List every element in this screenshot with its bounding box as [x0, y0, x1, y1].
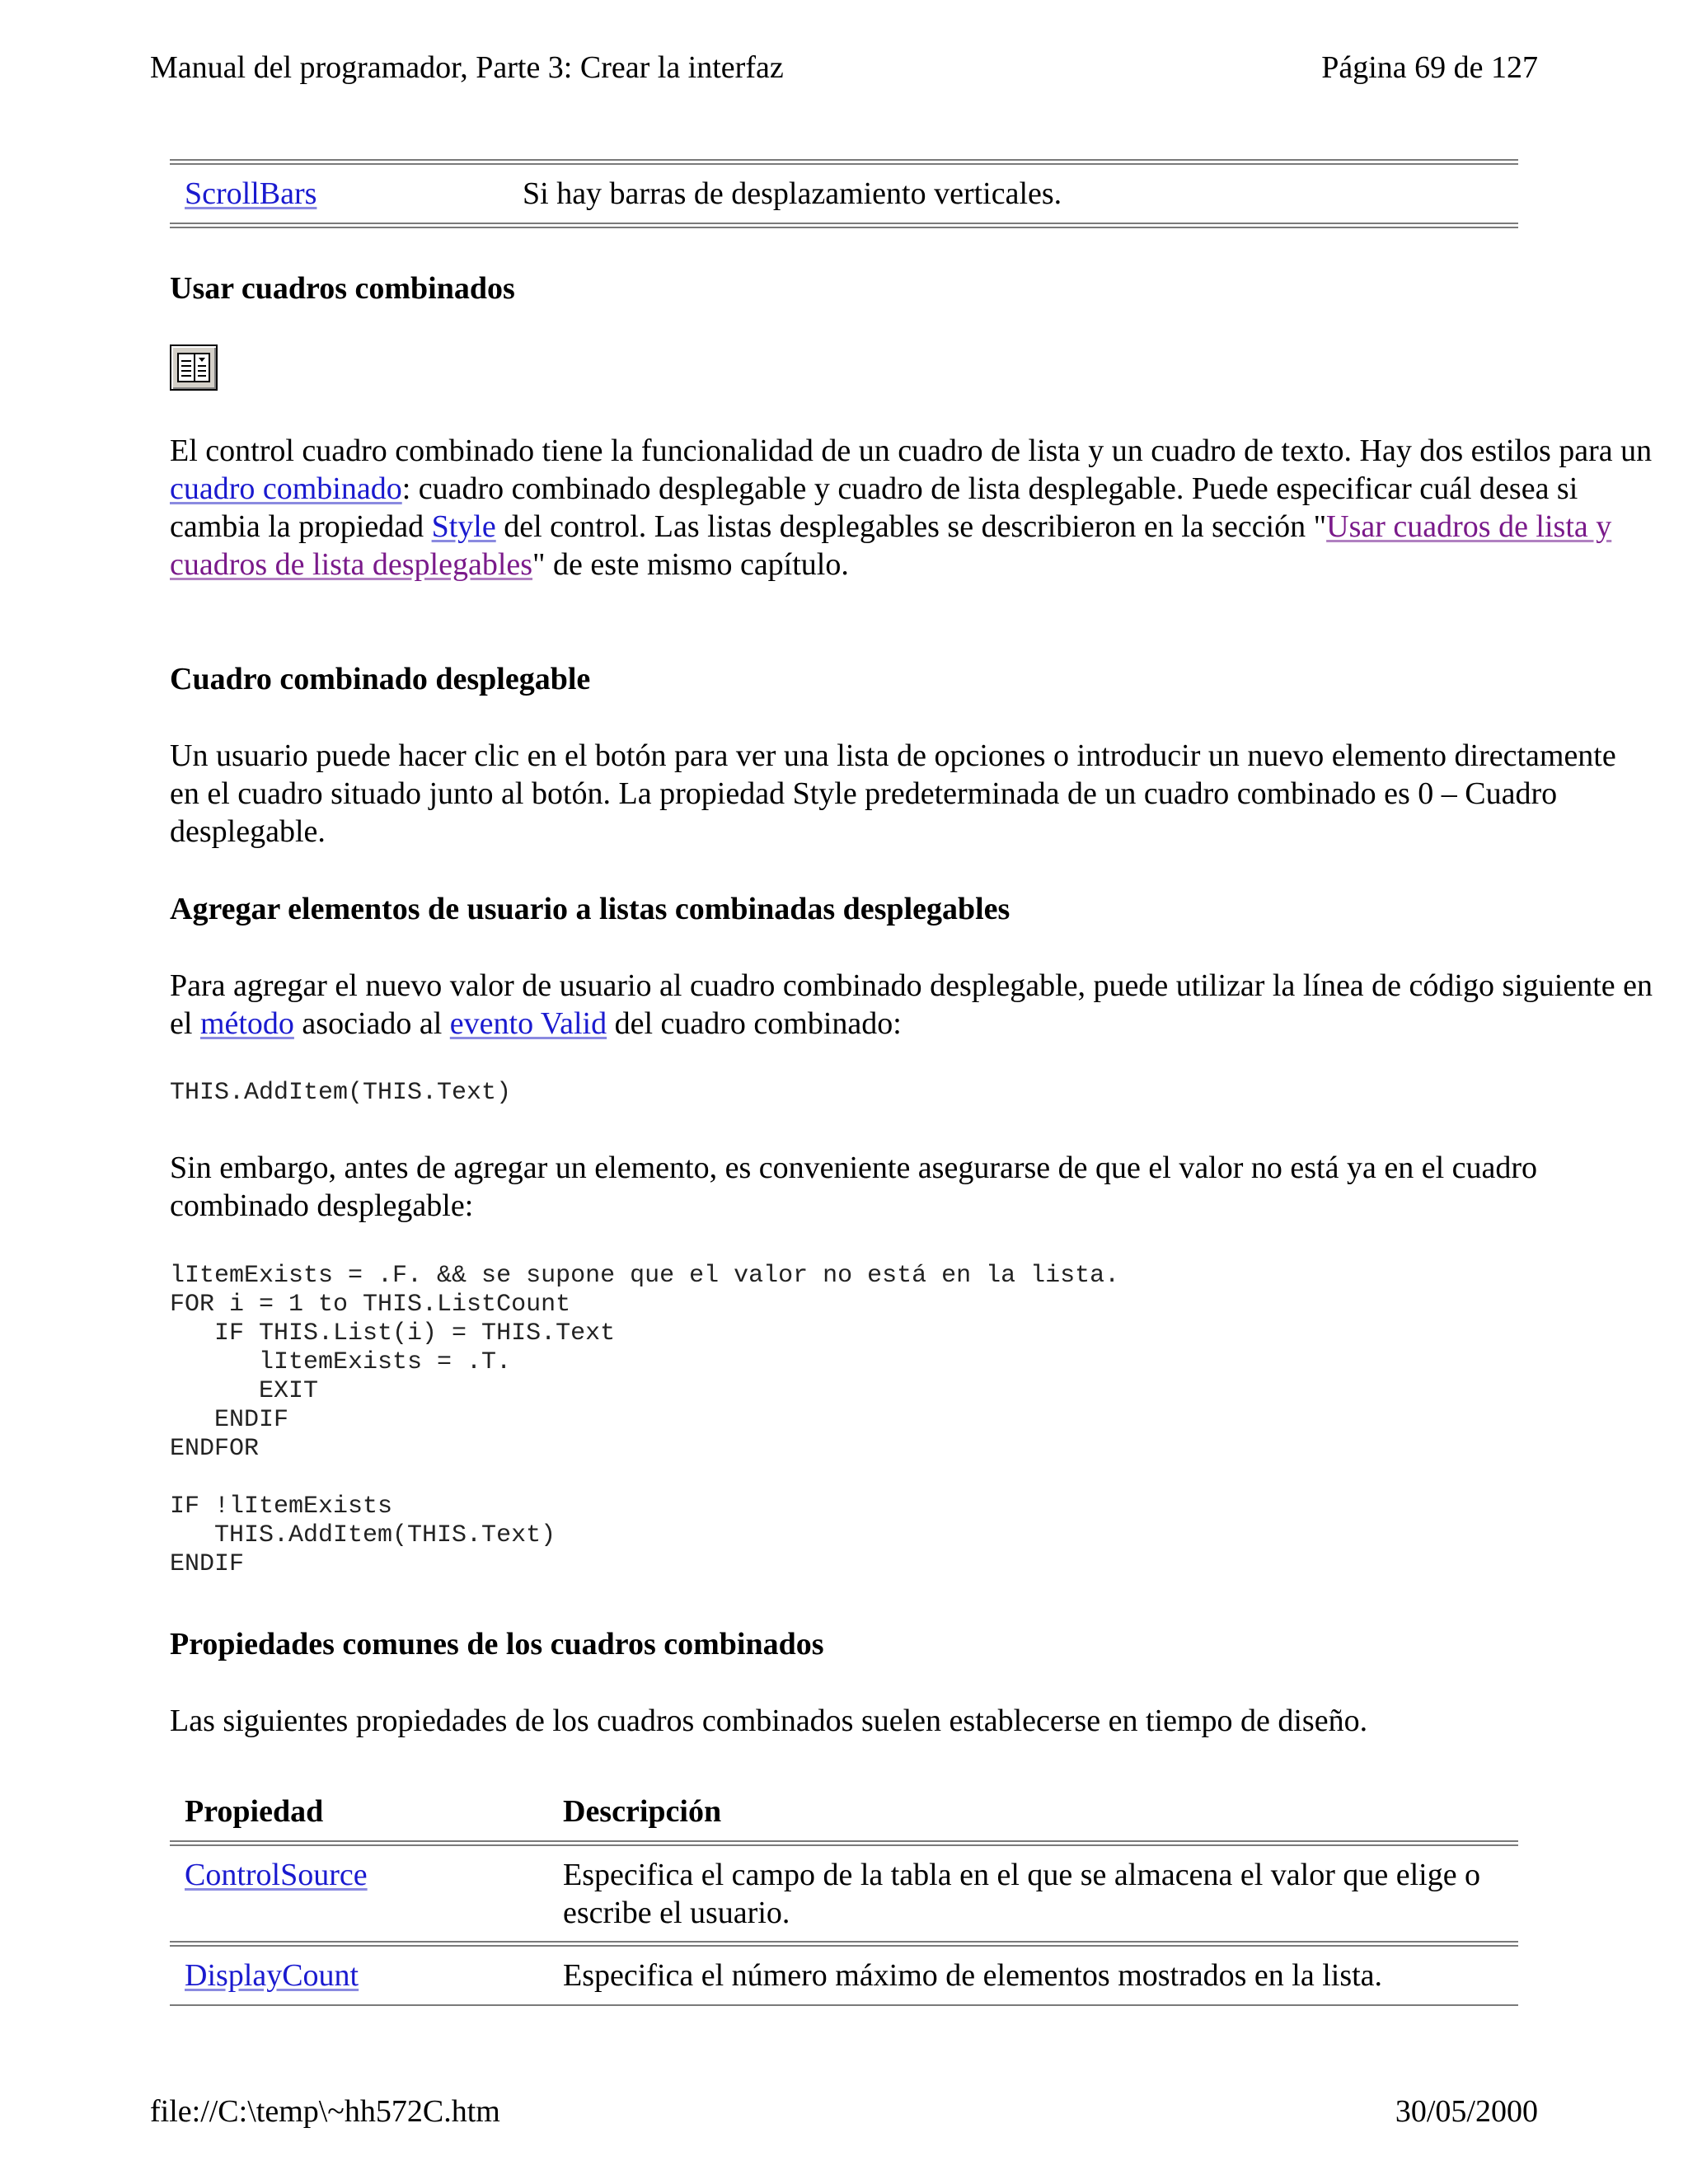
table-bottom-rule	[170, 223, 1518, 228]
code-snippet-check-exists: lItemExists = .F. && se supone que el valor no está en la lista. FOR i = 1 to THIS.ListCount IF THIS.List(i) = THIS.Text lItemExists = .T. EXIT ENDIF ENDFOR IF !lItemExists THIS.AddItem(THIS.Text) ENDIF	[170, 1262, 1120, 1578]
table-bottom-rule-2	[170, 2004, 1518, 2006]
section-heading-propiedades-comunes: Propiedades comunes de los cuadros combinados	[170, 1627, 824, 1661]
code-snippet-additem: THIS.AddItem(THIS.Text)	[170, 1079, 512, 1107]
table-header-descripcion: Descripción	[563, 1794, 722, 1829]
section-heading-usar-cuadros-combinados: Usar cuadros combinados	[170, 271, 515, 306]
dropdown-combo-paragraph: Un usuario puede hacer clic en el botón para ver una lista de opciones o introducir un nuevo elemento directamente en el cuadro situado junto al botón. La propiedad Style predeterminada de un cuadro combinado es 0 – Cuadro desplegable.	[170, 738, 1616, 849]
link-cuadro-combinado[interactable]: cuadro combinado	[170, 471, 402, 506]
link-metodo[interactable]: método	[199, 1006, 294, 1041]
table-row-controlsource-description: Especifica el campo de la tabla en el que se almacena el valor que elige o escribe el usuario.	[563, 1858, 1481, 1930]
page-number: Página 69 de 127	[1321, 50, 1538, 85]
table-row-displaycount-description: Especifica el número máximo de elementos mostrados en la lista.	[563, 1958, 1383, 1993]
link-style[interactable]: Style	[431, 509, 496, 544]
table-top-rule	[170, 159, 1518, 165]
table-header-propiedad: Propiedad	[185, 1794, 324, 1829]
section-heading-agregar-elementos: Agregar elementos de usuario a listas combinadas desplegables	[170, 892, 1010, 926]
table-row-displaycount-property[interactable]: DisplayCount	[185, 1958, 359, 1993]
intro-paragraph: El control cuadro combinado tiene la funcionalidad de un cuadro de lista y un cuadro de texto. Hay dos estilos para un cuadro combinado: cuadro combinado desplegable y cuadro de lista desplegable. Puede especificar cuál desea si cambia la propiedad Style del control. Las listas desplegables se describieron en la sección "Usar cuadros de lista y cuadros de lista desplegables" de este mismo capítulo.	[170, 434, 1653, 582]
table-row-property-link[interactable]: ScrollBars	[185, 176, 317, 211]
table-row-description: Si hay barras de desplazamiento verticales.	[523, 176, 1062, 211]
section-heading-cuadro-combinado-desplegable: Cuadro combinado desplegable	[170, 662, 591, 696]
link-evento-valid[interactable]: evento Valid	[449, 1006, 607, 1041]
combo-box-icon	[170, 344, 218, 391]
link-usar-cuadros-de-lista[interactable]: Usar cuadros de lista y cuadros de lista desplegables	[170, 509, 1612, 582]
check-existing-paragraph: Sin embargo, antes de agregar un elemento, es conveniente asegurarse de que el valor no está ya en el cuadro combinado desplegable:	[170, 1151, 1538, 1223]
footer-file-path: file://C:\temp\~hh572C.htm	[150, 2094, 500, 2129]
table-row-rule	[170, 1941, 1518, 1947]
page-header-title: Manual del programador, Parte 3: Crear la interfaz	[150, 50, 784, 85]
add-item-paragraph: Para agregar el nuevo valor de usuario al cuadro combinado desplegable, puede utilizar la línea de código siguiente en el método asociado al evento Valid del cuadro combinado:	[170, 968, 1653, 1041]
table-header-rule	[170, 1840, 1518, 1846]
properties-intro-paragraph: Las siguientes propiedades de los cuadros combinados suelen establecerse en tiempo de diseño.	[170, 1704, 1368, 1738]
table-row-controlsource-property[interactable]: ControlSource	[185, 1858, 368, 1892]
footer-date: 30/05/2000	[1395, 2094, 1538, 2129]
